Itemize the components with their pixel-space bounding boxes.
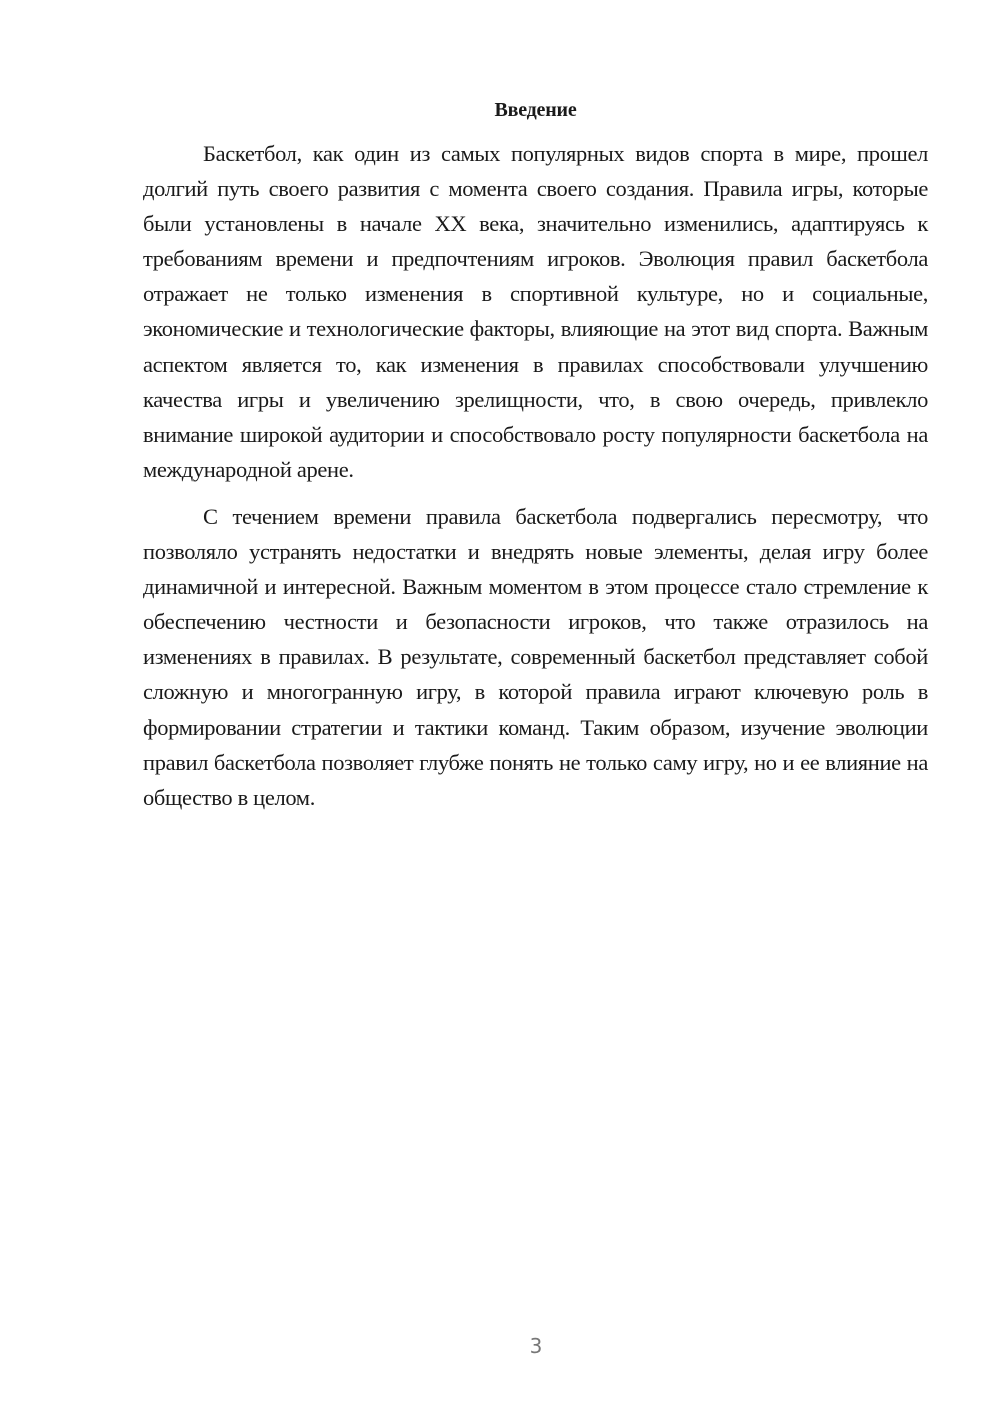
section-title: Введение xyxy=(494,99,577,121)
page-content xyxy=(143,95,928,815)
paragraph-1: Баскетбол, как один из самых популярных видов спорта в мире, прошел долгий путь своего развития с момента своего создания. Правила игры, которые были установлены в начале XX века, значительно изменились, адаптируясь к требованиям времени и предпочтениям игроков. Эволюция правил баскетбола отражает не только изменения в спортивной культуре, но и социальные, экономические и технологические факторы, влияющие на этот вид спорта. Важным аспектом является то, как изменения в правилах способствовали улучшению качества игры и увеличению зрелищности, что, в свою очередь, привлекло внимание широкой аудитории и способствовало росту популярности баскетбола на международной арене. xyxy=(143,141,928,482)
page-number: 3 xyxy=(529,1334,543,1358)
paragraph-2: С течением времени правила баскетбола подвергались пересмотру, что позволяло устранять недостатки и внедрять новые элементы, делая игру более динамичной и интересной. Важным моментом в этом процессе стало стремление к обеспечению честности и безопасности игроков, что также отразилось на изменениях в правилах. В результате, современный баскетбол представляет собой сложную и многогранную игру, в которой правила играют ключевую роль в формировании стратегии и тактики команд. Таким образом, изучение эволюции правил баскетбола позволяет глубже понять не только саму игру, но и ее влияние на общество в целом. xyxy=(143,503,928,810)
